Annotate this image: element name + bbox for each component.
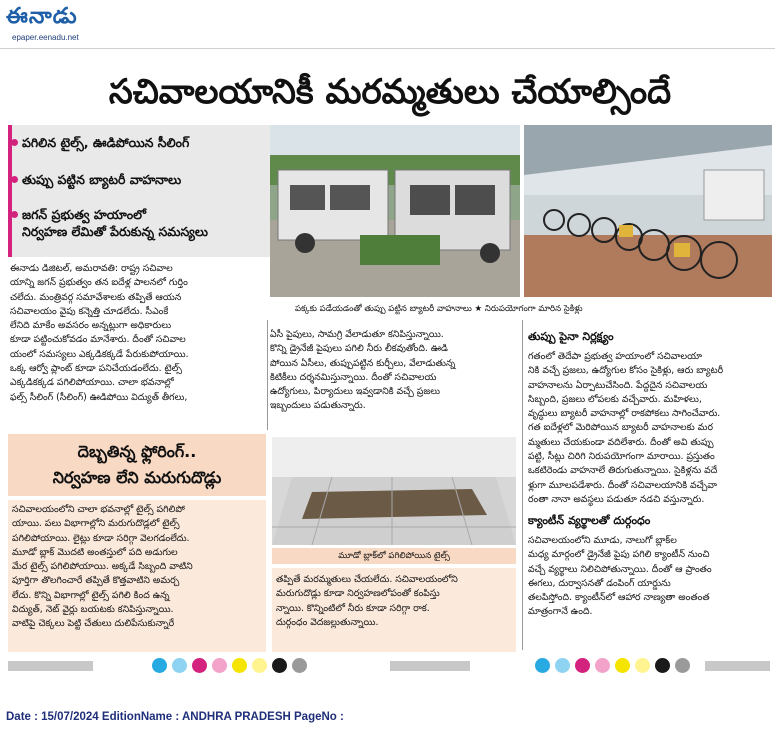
text-line: పూర్తిగా తొలగించారే తప్పితే కొత్తవాటిని అమర్చ [12,575,180,587]
text-line: యాన్ని జగన్ ప్రభుత్వం తన ఐదేళ్ల పాలనలో గుర్తిం [10,277,188,289]
registration-bar [8,661,93,671]
flooring-title-line-2: నిర్వహణ లేని మరుగుదొడ్లు [52,468,222,487]
crop-mark-dot-icon [555,658,570,673]
text-line: లేదు. కొన్ని విభాగాల్లో టైల్స్ పగిలి కింద ఉన్న [12,589,170,601]
column-divider [522,320,523,650]
text-line: మేర టైల్స్ పగిలిపోయాయి. అక్కడే సిబ్బంది వాటిని [12,561,193,573]
text-line: యాయి. పలు విభాగాల్లోని మరుగుదొడ్లలో టైల్స్ [12,518,180,530]
text-line: సచివాలయం వైపు కన్నెత్తి చూడలేదు. సీఎంకే [10,305,169,317]
crop-mark-dot-icon [232,658,247,673]
crop-mark-dot-icon [655,658,670,673]
text-line: కిటికీలు దర్శనమిస్తున్నాయి. దీంతో సచివాలయ [270,371,437,383]
photo-bicycles-art [524,125,772,297]
text-line: వృద్ధులు బ్యాటరీ వాహనాల్లో రాకపోకలు సాగించేవారు. [528,408,721,420]
text-line: పట్టి, సీట్లు చిరిగి నిరుపయోగంగా మారాయి. ప్రస్తుతం [528,451,715,463]
text-line: ళ్లుగా మూలపడేశారు. దీంతో సచివాలయానికి వచ్చేవా [528,479,718,491]
text-line: కొన్ని డ్రైనేజీ పైపులు పగిలి నీరు లీకవుతోంది. ఊడి [270,343,448,355]
photo-broken-tiles-art [272,437,516,545]
highlight-item-continued [22,224,262,240]
text-line: ఏసీ పైపులు, సామగ్రి వేలాడుతూ కనిపిస్తున్నాయి. [270,329,444,340]
photo-bicycles [524,125,772,297]
masthead-logo: ఈనాడు [6,4,78,29]
text-line: మధ్య మార్గంలో డ్రైనేజీ పైపు పగిలి క్యాంటీన్ నుంచి [528,549,710,561]
text-line: ఈగలు, దుర్వాసనతో డంపింగ్ యార్డును [528,577,671,589]
text-line: ఒక్క ఆర్వో ప్లాంట్ కూడా పనిచేయడంలేదు. టైల్స్ [10,363,182,375]
article-column-2 [270,328,518,414]
highlight-text: జగన్ ప్రభుత్వ హయాంలో [22,207,146,222]
text-line: గతంలో తెదేపా ప్రభుత్వ హయాంలో సచివాలయా [528,351,703,362]
flooring-caption: మూడో బ్లాక్‌లో పగిలిపోయిన టైల్స్ [338,551,450,561]
text-line: మ్మతులు చేయకుండా వదిలేశారు. దీంతో అవి తుప్పు [528,436,714,448]
crop-mark-dot-icon [635,658,650,673]
text-line: సచివాలయంలోని చాలా భవనాల్లో టైల్స్ పగిలిపో [12,504,185,515]
masthead-url: epaper.eenadu.net [12,33,79,42]
section-rust-body [528,350,770,507]
flooring-title-box [8,434,266,496]
text-line: యంలో సమస్యలు ఎక్కడికక్కడే పేరుకుపోయాయి. [10,348,189,360]
text-line: వాహనాలను ఏర్పాటుచేసింది. పేద్దదైన సచివాలయ [528,379,708,391]
crop-mark-dot-icon [595,658,610,673]
text-line: సచివాలయంలోని మూడు, నాలుగో బ్లాక్‌ల [528,535,677,546]
highlight-text: తుప్పు పట్టిన బ్యాటరీ వాహనాలు [22,172,182,187]
text-line: నికి వచ్చే ప్రజలు, ఉద్యోగుల కోసం సైకిళ్లు, ఆరు బ్యాటరీ [528,365,724,377]
highlight-text: పగిలిన టైల్స్, ఊడిపోయిన సీలింగ్ [22,135,190,150]
text-line: పగిలిపోయాయి. లైట్లు కూడా సరిగ్గా వెలగడంలేదు. [12,532,190,544]
flooring-body [12,503,264,632]
highlight-text: నిర్వహణ లేమితో పేరుకున్న సమస్యలు [22,224,209,239]
crop-mark-dot-icon [152,658,167,673]
masthead-divider [0,48,775,49]
photo-battery-vehicles-art [270,125,520,297]
crop-mark-dot-icon [272,658,287,673]
text-line: లేనిది మాకేం అవసరం అన్నట్లుగా అధికారులు [10,320,172,332]
text-line: గత ఐదేళ్లలో మెరిపోయిన బ్యాటరీ వాహనాలకు మర [528,422,713,434]
text-line: ఉద్యోగులు, పిర్యాదులు ఇవ్వడానికి వచ్చే ప్రజలు [270,386,440,398]
flooring-title-line-1: దెబ్బతిన్న ఫ్లోరింగ్.. [77,442,197,461]
text-line: చలేదు. మంత్రివర్గ సమావేశాలకు తప్పితే ఆయన [10,291,182,303]
crop-mark-dot-icon [252,658,267,673]
text-line: ఎక్కడికక్కడ పగిలిపోయాయి. చాలా భవనాల్లో [10,377,174,389]
text-line: మరుగుదొడ్లు కూడా నిర్వహణలోపంతో కంపిస్తు [276,588,440,600]
registration-bar [390,661,470,671]
text-line: వాటిపై చెక్కలు పెట్టి చేతులు దులిపేసుకున్నారే [12,618,175,630]
text-line: ఫల్స్ సీలింగ్ (సీలింగ్) ఊడిపోయి విద్యుత్ తీగలు, [10,391,188,403]
crop-mark-dot-icon [292,658,307,673]
section-canteen-body [528,534,770,620]
text-line: పోయిన ఏసీలు, తుప్పుపట్టిన కుర్చీలు, వేలాడుతున్న [270,357,456,369]
text-line: సిబ్బంది, ప్రజలు లోపలకు వచ్చేవారు. మహిళలు, [528,393,702,405]
section-rust-title: తుప్పు పైనా నిర్లక్ష్యం [528,330,614,343]
flooring-caption-bar [272,548,516,564]
text-line: వచ్చే వ్యర్థాలు నిలిచిపోతున్నాయి. దీంతో ఆ ప్రాంతం [528,563,712,575]
photo-caption-top: పక్కకు పడేయడంతో తుప్పు పట్టిన బ్యాటరీ వాహనాలు ★ నిరుపయోగంగా మారిన సైకిళ్లు [295,304,583,314]
crop-mark-dot-icon [172,658,187,673]
flooring-right-body [276,573,514,630]
registration-bar [705,661,770,671]
text-line: దుర్గంధం వెదజల్లుతున్నాయి. [276,616,379,628]
text-line: తప్పితే మరమ్మతులు చేయలేదు. సచివాలయంలోని [276,574,458,585]
crop-mark-dot-icon [535,658,550,673]
highlight-item [22,172,262,188]
photo-battery-vehicles [270,125,520,297]
text-line: న్నాయి. కొన్నింటిలో నీరు కూడా సరిగ్గా రాక. [276,602,430,614]
crop-mark-dot-icon [675,658,690,673]
crop-mark-dot-icon [615,658,630,673]
text-line: ఒకటిరెండు వాహనాలే తిరుగుతున్నాయి. సైకిళ్లను వదే [528,465,718,477]
edition-footer: Date : 15/07/2024 EditionName : ANDHRA PRADESH PageNo : [6,711,344,723]
page-headline: సచివాలయానికీ మరమ్మతులు చేయాల్సిందే [108,72,672,112]
text-line: విద్యుత్, నెట్ వైర్లు బయటకు కనిపిస్తున్నాయి. [12,604,174,616]
photo-broken-tiles [272,437,516,545]
highlight-item [22,207,262,223]
crop-mark-dot-icon [192,658,207,673]
section-canteen-title: క్యాంటీన్ వ్యర్థాలతో దుర్గంధం [528,514,651,527]
text-line: మాత్రంగానే ఉంది. [528,606,593,618]
text-line: తలపిస్తోంది. క్యాంటీన్‌లో ఆహార నాణ్యతా అంతంత [528,592,710,604]
text-line: రంతా నానా అవస్థలు పడుతూ నడచి వస్తున్నారు. [528,493,705,505]
bullet-dot-icon [11,139,18,146]
highlight-item [22,135,262,151]
crop-mark-dot-icon [212,658,227,673]
text-line: ఇబ్బందులు పడుతున్నారు. [270,400,366,412]
bullet-dot-icon [11,176,18,183]
text-line: మూడో బ్లాక్ మొదటి అంతస్తులో పది అడుగుల [12,546,178,558]
article-column-1 [10,262,266,405]
text-line: ఈనాడు డిజిటల్, అమరావతి: రాష్ట్ర సచివాల [10,263,173,274]
crop-mark-dot-icon [575,658,590,673]
column-divider [267,320,268,430]
bullet-dot-icon [11,211,18,218]
text-line: కూడా పట్టించుకోవడం మానేశారు. దీంతో సచివాల [10,334,186,346]
